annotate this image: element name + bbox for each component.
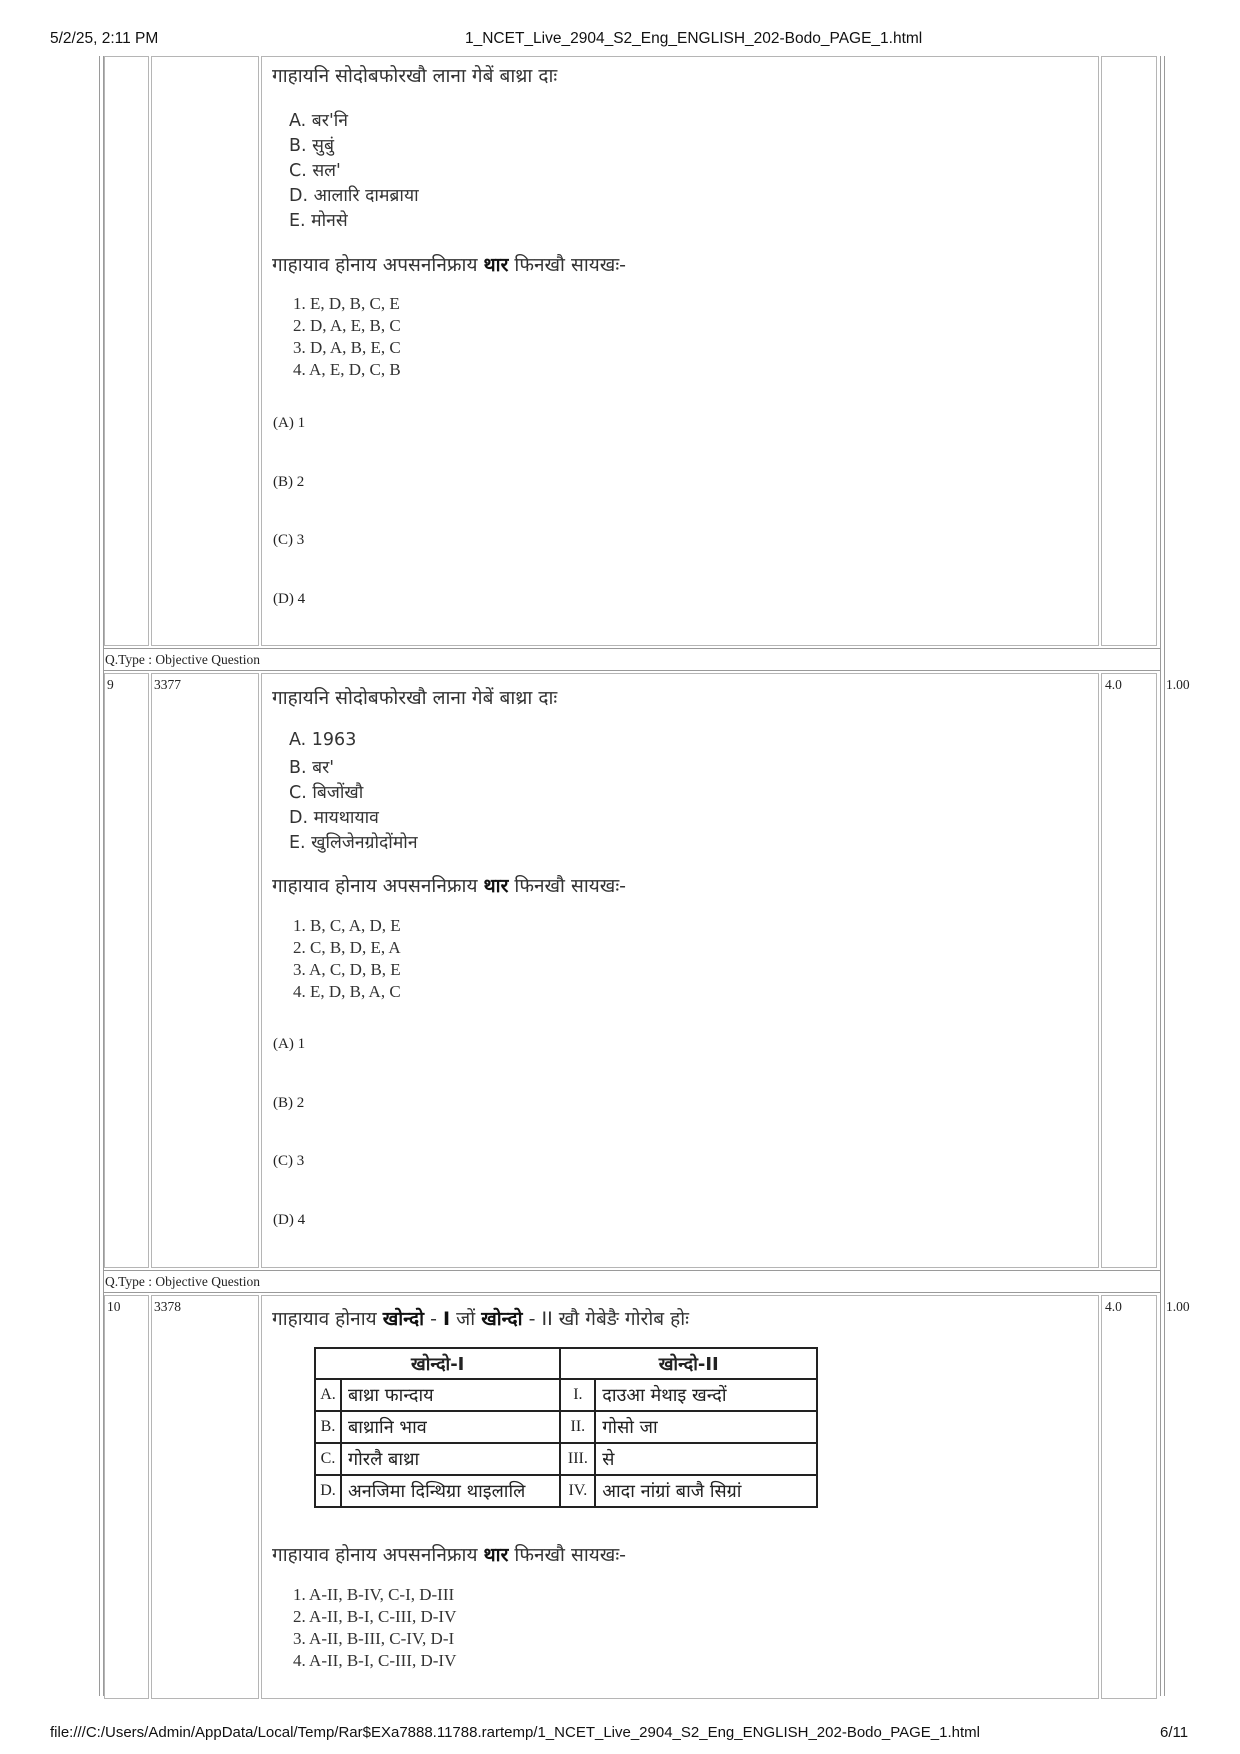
- q8-stem: गाहायनि सोदोबफोरखौ लाना गेबें बाथ्रा दाः: [272, 65, 558, 87]
- q10-qid-cell: [151, 1295, 259, 1699]
- qtype-label: Q.Type : Objective Question: [105, 1274, 261, 1289]
- column-ii-header: खोन्दो-II: [560, 1348, 817, 1379]
- q8-sno-cell: [104, 56, 149, 646]
- outer-left-border: [99, 56, 100, 1696]
- q9-item: D. मायथायाव: [289, 808, 379, 828]
- print-title: 1_NCET_Live_2904_S2_Eng_ENGLISH_202-Bodo_PAGE_1.html: [465, 30, 923, 47]
- row-letter: C.: [315, 1443, 341, 1475]
- q10-question-id: 3378: [154, 1299, 181, 1314]
- q9-qid-cell: [151, 673, 259, 1268]
- q9-answer-option: (A) 1: [273, 1036, 306, 1052]
- q9-item: A. 1963: [289, 730, 357, 750]
- q10-sequence: 1. A-II, B-IV, C-I, D-III: [293, 1585, 455, 1604]
- q10-sequence: 4. A-II, B-I, C-III, D-IV: [293, 1651, 457, 1670]
- row-divider: [104, 1270, 1160, 1271]
- q10-sno-cell: [104, 1295, 149, 1699]
- q10-sequence: 2. A-II, B-I, C-III, D-IV: [293, 1607, 457, 1626]
- q9-item: B. बर': [289, 758, 335, 778]
- row-roman: III.: [560, 1443, 595, 1475]
- q9-instruction: गाहायाव होनाय अपसननिफ्राय थार फिनखौ सायखः-: [272, 875, 627, 897]
- outer-right-border: [1160, 56, 1161, 1696]
- q9-item: E. खुलिजेनग्रोदोंमोन: [289, 833, 418, 853]
- match-table: [314, 1347, 818, 1508]
- row-roman: IV.: [560, 1475, 595, 1507]
- row-divider: [104, 648, 1160, 649]
- q9-answer-option: (D) 4: [273, 1212, 306, 1228]
- q8-sequence: 3. D, A, B, E, C: [293, 338, 401, 357]
- q10-marks: 4.0: [1105, 1299, 1122, 1314]
- q9-sno-cell: [104, 673, 149, 1268]
- q9-marks-cell: [1101, 673, 1157, 1268]
- q8-item: D. आलारि दामब्राया: [289, 186, 419, 206]
- q8-sequence: 4. A, E, D, C, B: [293, 360, 401, 379]
- q8-marks-cell: [1101, 56, 1157, 646]
- match-table-row: [315, 1475, 817, 1507]
- q8-sequence: 2. D, A, E, B, C: [293, 316, 401, 335]
- q8-item: E. मोनसे: [289, 211, 348, 231]
- row-letter: B.: [315, 1411, 341, 1443]
- print-file-path: file:///C:/Users/Admin/AppData/Local/Temp/Rar$EXa7888.11788.rartemp/1_NCET_Live_2904_S2_Eng_ENGLISH_202-Bodo_PAGE_1.html: [50, 1724, 980, 1741]
- column-i-cell: अनजिमा दिन्थिग्रा थाइलालि: [341, 1475, 560, 1507]
- q10-sequence: 3. A-II, B-III, C-IV, D-I: [293, 1629, 455, 1648]
- row-divider: [104, 1292, 1160, 1293]
- q8-item: A. बर'नि: [289, 111, 348, 131]
- row-divider: [104, 670, 1160, 671]
- q10-marks-cell: [1101, 1295, 1157, 1699]
- q9-answer-option: (B) 2: [273, 1095, 305, 1111]
- column-i-cell: बाथ्रानि भाव: [341, 1411, 560, 1443]
- q9-item: C. बिजोंखौ: [289, 783, 364, 803]
- q9-sequence: 4. E, D, B, A, C: [293, 982, 401, 1001]
- q10-stem: गाहायाव होनाय खोन्दो - I जों खोन्दो - II खौ गेबेङै गोरोब होः: [272, 1308, 689, 1330]
- q9-sequence: 2. C, B, D, E, A: [293, 938, 401, 957]
- outer-right-border-inner: [1164, 56, 1165, 1696]
- print-page-number: 6/11: [1160, 1724, 1189, 1741]
- match-table-row: [315, 1411, 817, 1443]
- q10-instruction: गाहायाव होनाय अपसननिफ्राय थार फिनखौ सायखः-: [272, 1544, 627, 1566]
- column-ii-cell: आदा नांग्रां बाजै सिग्रां: [595, 1475, 817, 1507]
- q8-answer-option: (D) 4: [273, 591, 306, 607]
- column-ii-cell: से: [595, 1443, 817, 1475]
- q8-answer-option: (A) 1: [273, 415, 306, 431]
- row-roman: II.: [560, 1411, 595, 1443]
- q9-answer-option: (C) 3: [273, 1153, 305, 1169]
- q9-negative-marks: 1.00: [1166, 677, 1190, 692]
- q9-sequence: 3. A, C, D, B, E: [293, 960, 401, 979]
- q8-instruction: गाहायाव होनाय अपसननिफ्राय थार फिनखौ सायखः-: [272, 254, 627, 276]
- q8-sequence: 1. E, D, B, C, E: [293, 294, 400, 313]
- q9-question-id: 3377: [154, 677, 181, 692]
- match-table-row: [315, 1379, 817, 1411]
- match-table-row: [315, 1443, 817, 1475]
- column-i-cell: बाथ्रा फान्दाय: [341, 1379, 560, 1411]
- q8-item: B. सुबुं: [289, 136, 334, 156]
- q9-marks: 4.0: [1105, 677, 1122, 692]
- column-i-header: खोन्दो-I: [315, 1348, 560, 1379]
- q10-serial-number: 10: [107, 1299, 121, 1314]
- print-datetime: 5/2/25, 2:11 PM: [50, 30, 159, 47]
- column-ii-cell: गोसो जा: [595, 1411, 817, 1443]
- column-ii-cell: दाउआ मेथाइ खन्दों: [595, 1379, 817, 1411]
- q8-item: C. सल': [289, 161, 341, 181]
- q9-stem: गाहायनि सोदोबफोरखौ लाना गेबें बाथ्रा दाः: [272, 687, 558, 709]
- column-i-cell: गोरलै बाथ्रा: [341, 1443, 560, 1475]
- row-letter: A.: [315, 1379, 341, 1411]
- row-letter: D.: [315, 1475, 341, 1507]
- q8-qid-cell: [151, 56, 259, 646]
- q9-sequence: 1. B, C, A, D, E: [293, 916, 401, 935]
- match-table-header: [315, 1348, 817, 1379]
- q8-answer-option: (C) 3: [273, 532, 305, 548]
- q8-answer-option: (B) 2: [273, 474, 305, 490]
- qtype-label: Q.Type : Objective Question: [105, 652, 261, 667]
- q10-negative-marks: 1.00: [1166, 1299, 1190, 1314]
- row-roman: I.: [560, 1379, 595, 1411]
- q9-serial-number: 9: [107, 677, 114, 692]
